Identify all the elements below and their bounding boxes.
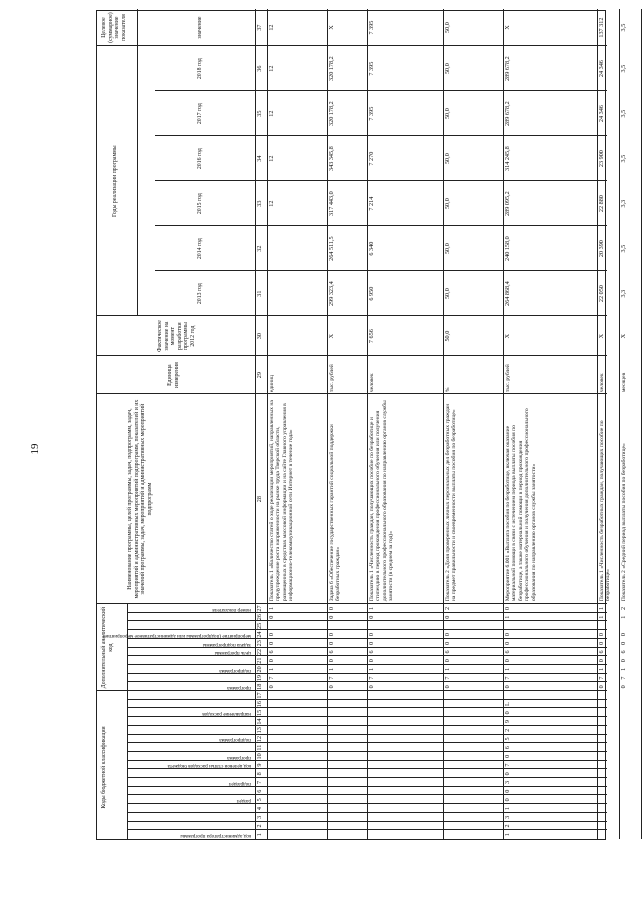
column-number: 37 [256,24,263,31]
column-number: 33 [256,200,263,207]
fact-column-header: Фактическое значение на момент разработки программы 2012 год [157,320,196,353]
code-column-number: 25 [256,622,263,629]
row-target-value: 50,0 [444,22,451,33]
analytic-code-digit: 0 [504,633,511,637]
year-column-divider [155,180,607,181]
row-divider [443,9,444,839]
admin-code-header: код администратора программы [180,833,251,839]
code-column-number: 17 [256,692,263,699]
row-year-value: 317 443,0 [328,191,335,216]
analytic-code-digit: 1 [620,667,627,671]
code-column-number: 10 [256,753,263,760]
code-column-number: 24 [256,631,263,638]
code-column-number: 1 [256,833,263,837]
unit-column-divider [97,393,607,394]
analytic-code-digit: 0 [368,641,375,645]
row-name: Показатель 2 «Доля проверенных личных персональных дел безработных граждан на предмет правильности и своевременности выплаты пособия по безработице» [445,403,458,602]
row-year-value: 50,0 [444,288,451,300]
year-column-divider [155,225,607,226]
column-number: 34 [256,155,263,162]
program-indicators-table [96,10,627,840]
analytic-subprogram-header: подпрограмма [219,667,251,674]
budget-code-digit: 7 [504,763,511,767]
analytic-code-digit: 1 [368,606,375,611]
analytic-code-digit: 7 [328,676,335,680]
code-column-number: 5 [256,798,263,802]
row-fact-value: 50,0 [444,330,451,342]
row-fact-value: Х [620,333,627,339]
row-year-value: 6 950 [368,286,375,301]
section-header: раздел [236,798,251,805]
analytic-code-digit: 0 [620,659,627,663]
row-unit: тыс. рублей [329,364,335,393]
row-year-value: 12 [268,110,275,117]
row-year-value: 3,5 [620,109,627,118]
year-header-2016: 2016 год [197,148,203,170]
analytic-code-digit: 0 [268,633,275,637]
row-year-value: 7 270 [368,151,375,166]
row-year-value: 264 868,4 [504,281,511,306]
budget-code-digit: L [504,702,511,707]
year-header-2015: 2015 год [197,193,203,215]
row-divider [327,9,328,839]
analytic-code-digit: 0 [268,685,275,689]
year-column-divider [155,90,607,91]
analytic-code-digit: 7 [444,676,451,680]
row-fact-value: Х [328,333,335,339]
target-article-header: код целевой статьи расходов бюджета [167,763,251,770]
analytic-code-digit: 6 [444,650,451,654]
row-year-value: 24 346 [598,60,605,78]
codes-block-header: Коды бюджетной классификации [101,726,107,809]
row-unit: тыс. рублей [505,364,511,393]
year-header-2018: 2018 год [197,58,203,80]
analytic-code-digit: 1 [504,615,511,619]
row-year-value: 50,0 [444,243,451,255]
target-column-divider [97,45,607,46]
row-target-value: 7 395 [368,20,375,35]
row-year-value [269,227,279,270]
row-year-value: 289 678,2 [504,101,511,126]
analytic-code-digit: 0 [328,641,335,645]
analytic-code-digit: 1 [598,615,605,619]
row-fact-value [269,318,279,354]
indicator-header: номер показателя [212,606,251,613]
row-year-value: 22 050 [598,285,605,303]
budget-code-digit: 6 [504,746,511,750]
analytic-code-digit: 0 [368,633,375,637]
code-column-number: 4 [256,807,263,811]
analytic-code-digit: 0 [504,606,511,611]
row-year-value [269,272,279,315]
column-number: 28 [256,496,263,503]
year-column-divider [155,135,607,136]
row-unit: единиц [269,374,275,393]
analytic-code-digit: 1 [328,667,335,671]
row-target-value: 3,5 [620,23,627,32]
row-year-value: 12 [268,155,275,162]
row-year-value: 50,0 [444,198,451,210]
analytic-code-digit: 6 [598,650,605,654]
target-header-line [137,9,138,46]
row-year-value: 343 345,8 [328,146,335,171]
column-number: 31 [256,290,263,297]
row-year-value: 20 390 [598,240,605,258]
code-column-number: 18 [256,683,263,690]
analytic-code-digit: 0 [504,641,511,645]
analytic-code-digit: 0 [444,615,451,619]
task-header: задача подпрограммы [202,641,251,648]
code-column-number: 3 [256,815,263,819]
analytic-code-digit: 0 [620,641,627,645]
budget-code-digit: 5 [504,737,511,741]
target-block-header: Целевое (суммарное) значение показателя [101,12,127,43]
analytic-code-digit: 1 [368,667,375,671]
row-year-value: 314 245,8 [504,146,511,171]
unit-column-header: Единица измерения [167,362,180,389]
analytic-code-digit: 0 [368,685,375,689]
budget-code-digit: 0 [504,754,511,758]
row-year-value: 22 880 [598,195,605,213]
name-column-header: Наименование программы, целей программы, задач, подпрограмм, задач, мероприятий и административных мероприятий подпрограмм, показателей и их значений программы, задач, мероприятий и административных мероприятий подпрограмм [127,399,153,599]
row-year-value: 3,3 [620,289,627,298]
code-column-number: 21 [256,657,263,664]
analytic-code-digit: 0 [444,633,451,637]
row-name: Мероприятие 6.001 «Выплата пособия по безработице, включая оказание материальной помощи в связи с истечением периода выплаты пособия по безработице, а также материальной помощи в период прохождения профессионального обучения и получения дополнительного профессионального образования по направлению органов службы занятости» [505,408,537,602]
budget-code-digit: 0 [504,772,511,776]
page-number: 19 [29,443,41,455]
analytic-code-digit: 0 [444,685,451,689]
analytic-code-digit: 6 [504,650,511,654]
budget-code-digit: 0 [504,789,511,793]
code-column-number: 23 [256,640,263,647]
budget-code-digit: 9 [504,720,511,724]
analytic-code-digit: 7 [598,676,605,680]
column-number: 36 [256,65,263,72]
analytic-code-digit: 6 [368,650,375,654]
row-year-value: 12 [268,200,275,207]
analytic-code-digit: 1 [268,606,275,611]
analytic-code-digit: 1 [598,667,605,671]
code-column-number: 20 [256,666,263,673]
row-year-value: 3,5 [620,154,627,163]
code-column-number: 22 [256,648,263,656]
analytic-code-digit: 0 [504,659,511,663]
row-year-value: 7 395 [368,106,375,121]
analytic-code-digit: 0 [598,659,605,663]
row-fact-value: 7 656 [368,329,375,344]
analytic-code-digit: 7 [268,676,275,680]
row-year-value: 3,3 [620,199,627,208]
row-target-value: 12 [268,24,275,31]
row-year-value: 7 395 [368,61,375,76]
column-number-line-bottom [267,9,268,839]
row-divider [503,9,504,839]
analytic-code-digit: 7 [504,676,511,680]
row-year-value: 320 178,2 [328,56,335,81]
code-column-number: 8 [256,772,263,776]
rotated-table-page [96,0,627,905]
analytic-code-header: Дополнительный аналитический код [101,607,114,689]
code-column-number: 16 [256,701,263,708]
analytic-code-digit: 0 [444,641,451,645]
row-year-value: 50,0 [444,108,451,120]
analytic-code-digit: 7 [368,676,375,680]
column-number: 29 [256,372,263,379]
row-fact-value: Х [504,333,511,339]
row-unit: человек [599,373,605,393]
analytic-code-digit: 0 [620,685,627,689]
row-name: Показатель 1 «Количество статей о ходе реализации мероприятий, направленных на предупреждение роста напряженности на рынке труда Тверской области, размещенных в средствах массовой информации и на сайте Главного управления в информационно-телекоммуникационной сети Интернет в течение года» [269,400,295,602]
direction-header: направление расходов [202,711,251,718]
analytic-code-digit: 0 [368,659,375,663]
code-column-number: 26 [256,614,263,621]
analytic-code-digit: 0 [268,659,275,663]
row-unit: месяцев [621,372,627,393]
analytic-code-digit: 0 [328,659,335,663]
analytic-code-digit: 0 [504,685,511,689]
row-year-value: 289 095,2 [504,191,511,216]
row-year-value: 320 178,2 [328,101,335,126]
row-year-value: 6 340 [368,241,375,256]
code-column-divider [97,690,607,691]
code-column-number: 15 [256,709,263,716]
years-block-header: Годы реализации программы [112,145,118,217]
code-column-number: 11 [256,744,263,751]
budget-code-digit: 0 [504,798,511,802]
years-block-divider [97,315,607,316]
analytic-code-digit: 0 [444,659,451,663]
year-header-2017: 2017 год [197,103,203,125]
year-header-2014: 2014 год [197,238,203,260]
row-fact-value: Х [598,333,605,339]
row-year-value: 50,0 [444,63,451,75]
analytic-code-digit: 0 [598,641,605,645]
row-target-value: Х [504,25,511,30]
analytic-program-header: программа [227,685,251,692]
analytic-code-digit: 0 [328,615,335,619]
row-year-value: 3,5 [620,64,627,73]
analytic-code-digit: 0 [268,615,275,619]
row-divider [367,9,368,839]
analytic-code-digit: 7 [620,676,627,680]
row-year-value: 264 511,5 [328,236,335,261]
budget-code-digit: 0 [504,711,511,715]
goal-header: цель программы [214,650,251,657]
code-column-number: 12 [256,735,263,743]
code-column-number: 9 [256,763,263,767]
target-value-header: значение [197,16,203,39]
analytic-code-digit: 1 [598,606,605,611]
budget-code-digit: 1 [504,833,511,837]
year-header-2013: 2013 год [197,283,203,305]
row-year-value: 23 900 [598,150,605,168]
years-header-line [137,46,138,316]
budget-subprogram-header: подпрограмма [219,737,251,744]
code-column-number: 2 [256,824,263,828]
analytic-code-digit: 6 [328,650,335,654]
row-year-value: 50,0 [444,153,451,165]
row-divider [597,9,598,839]
row-name: Задача 6 «Обеспечение государственных гарантий социальной поддержки безработных граждан» [329,424,342,602]
name-column-divider [97,603,607,604]
code-column-number: 6 [256,789,263,793]
row-name: Показатель 2 «Средний период выплаты пособия по безработице» [621,443,627,602]
fact-column-divider [97,355,607,356]
row-name: Показатель 1 «Численность граждан, получающих пособие по безработице и стипендию в период прохождения профессионального обучения или получения дополнительного профессионального образования по направлению органов службы занятости (в среднем за год)» [369,400,395,602]
analytic-code-digit: 0 [328,685,335,689]
year-column-divider [155,270,607,271]
analytic-code-digit: 6 [268,650,275,654]
code-column-number: 7 [256,780,263,785]
analytic-code-digit: 2 [444,606,451,611]
analytic-code-digit: 1 [620,615,627,619]
row-year-value: 3,5 [620,244,627,253]
budget-code-digit: 3 [504,780,511,785]
budget-code-digit: 2 [504,824,511,828]
row-year-value: 299 323,4 [328,281,335,306]
row-divider [619,9,620,839]
row-name: Показатель 1 «Численность безработных граждан, получающих пособие по безработице» [599,420,612,602]
row-year-value: 240 158,0 [504,236,511,261]
column-number: 35 [256,110,263,117]
budget-code-digit: 2 [504,728,511,732]
analytic-code-digit: 1 [444,667,451,671]
analytic-code-digit: 0 [368,615,375,619]
subsection-header: подраздел [228,780,251,787]
row-year-value: 7 214 [368,196,375,211]
column-number: 30 [256,333,263,340]
row-target-value: 137 312 [598,17,605,38]
row-target-value: Х [328,25,335,30]
analytic-code-digit: 0 [598,685,605,689]
codes-header-line [127,604,128,839]
analytic-code-digit: 1 [504,667,511,671]
code-column-number: 14 [256,718,263,725]
row-unit: % [445,387,451,393]
analytic-code-digit: 0 [328,633,335,637]
code-column-number: 19 [256,674,263,682]
measure-header: мероприятие (подпрограммы или административное мероприятие) [102,632,251,639]
budget-program-header: программа [227,754,251,761]
code-column-number: 27 [256,605,263,612]
row-year-value: 289 678,2 [504,56,511,81]
row-unit: человек [369,373,375,393]
analytic-code-digit: 0 [598,633,605,637]
budget-code-digit: 3 [504,815,511,819]
analytic-code-digit: 1 [268,667,275,671]
code-column-number: 13 [256,727,263,734]
analytic-code-digit: 0 [268,641,275,645]
analytic-code-digit: 0 [328,606,335,611]
analytic-code-digit: 0 [620,633,627,637]
analytic-code-digit: 6 [620,650,627,654]
row-year-value: 12 [268,65,275,72]
budget-code-digit: 1 [504,807,511,811]
row-year-value: 24 346 [598,105,605,123]
analytic-code-digit: 2 [620,606,627,611]
column-number: 32 [256,245,263,252]
